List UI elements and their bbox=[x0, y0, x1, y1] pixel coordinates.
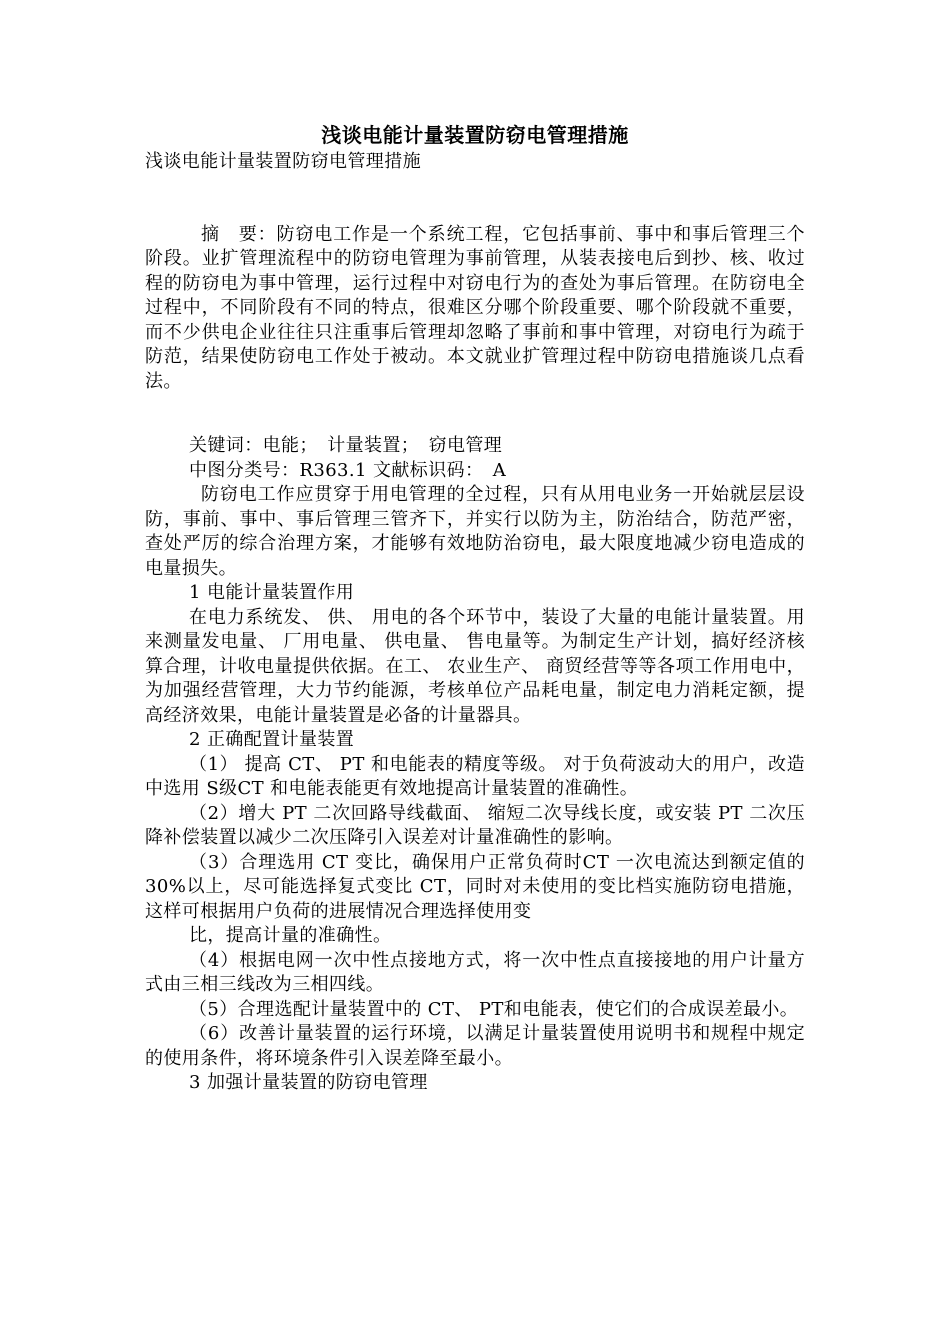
list-item-4: （4）根据电网一次中性点接地方式，将一次中性点直接接地的用户计量方式由三相三线改为三相四线。 bbox=[145, 949, 805, 995]
document-title: 浅谈电能计量装置防窃电管理措施 bbox=[321, 123, 629, 147]
list-item-3: （3）合理选用 CT 变比，确保用户正常负荷时CT 一次电流达到额定值的 30%以上，尽可能选择复式变比 CT，同时对未使用的变比档实施防窃电措施，这样可根据用户负荷的进展情况合理选择使用变 bbox=[145, 851, 805, 922]
abstract-paragraph: 摘 要：防窃电工作是一个系统工程，它包括事前、事中和事后管理三个阶段。业扩管理流程中的防窃电管理为事前管理，从装表接电后到抄、核、收过程的防窃电为事中管理，运行过程中对窃电行为的查处为事后管理。在防窃电全过程中，不同阶段有不同的特点，很难区分哪个阶段重要、哪个阶段就不重要，而不少供电企业往往只注重事后管理却忽略了事前和事中管理，对窃电行为疏于防范，结果使防窃电工作处于被动。本文就业扩管理过程中防窃电措施谈几点看法。 bbox=[145, 223, 805, 392]
section-2-heading: 2 正确配置计量装置 bbox=[189, 729, 355, 750]
section-3-heading: 3 加强计量装置的防窃电管理 bbox=[189, 1072, 428, 1093]
classification-line: 中图分类号：R363.1 文献标识码： A bbox=[189, 459, 507, 481]
section-1-heading: 1 电能计量装置作用 bbox=[189, 582, 355, 603]
document-subtitle: 浅谈电能计量装置防窃电管理措施 bbox=[145, 151, 421, 172]
list-item-2: （2）增大 PT 二次回路导线截面、 缩短二次导线长度，或安装 PT 二次压降补偿装置以减少二次压降引入误差对计量准确性的影响。 bbox=[145, 802, 805, 848]
list-item-3-continuation: 比，提高计量的准确性。 bbox=[189, 925, 392, 946]
list-item-5: （5）合理选配计量装置中的 CT、 PT和电能表，使它们的合成误差最小。 bbox=[189, 998, 799, 1020]
keywords-line: 关键词：电能； 计量装置； 窃电管理 bbox=[189, 435, 503, 456]
list-item-1: （1） 提高 CT、 PT 和电能表的精度等级。 对于负荷波动大的用户，改造中选用 S级CT 和电能表能更有效地提高计量装置的准确性。 bbox=[145, 753, 805, 799]
section-1-paragraph: 在电力系统发、 供、 用电的各个环节中，装设了大量的电能计量装置。用来测量发电量、 厂用电量、 供电量、 售电量等。为制定生产计划，搞好经济核算合理，计收电量提供依据。在工、 农业生产、 商贸经营等等各项工作用电中，为加强经营管理，大力节约能源，考核单位产品耗电量，制定电力消耗定额，提高经济效果，电能计量装置是必备的计量器具。 bbox=[145, 606, 805, 726]
document-body bbox=[145, 150, 805, 1096]
intro-paragraph: 防窃电工作应贯穿于用电管理的全过程，只有从用电业务一开始就层层设防，事前、事中、事后管理三管齐下，并实行以防为主，防治结合，防范严密，查处严厉的综合治理方案，才能够有效地防治窃电，最大限度地减少窃电造成的电量损失。 bbox=[145, 484, 805, 579]
list-item-6: （6）改善计量装置的运行环境，以满足计量装置使用说明书和规程中规定的使用条件，将环境条件引入误差降至最小。 bbox=[145, 1023, 805, 1069]
